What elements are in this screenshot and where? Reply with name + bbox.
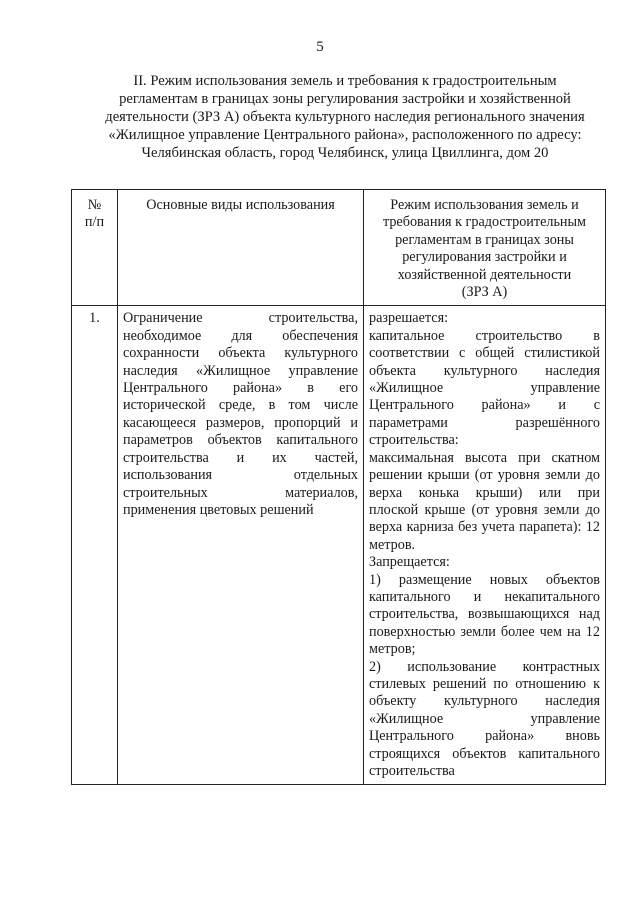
uses-text: Ограничение строительства, необходимое для обеспечения сохранности объекта культурного наследия «Жилищное управление Центрального района» в его исторической среде, в том числе касающееся размеров, пропорций и параметров объектов капитального строительства и их частей, использования отдельных строительных материалов, применения цветовых решений [123,310,358,518]
header-regime-line: требования к градостроительным [382,214,587,231]
header-number [72,190,118,306]
header-regime-line: (ЗРЗ А) [461,284,508,301]
header-main-uses: Основные виды использования [118,190,364,306]
header-regime [364,190,606,306]
row-number: 1. [72,306,118,785]
header-regime-line: Режим использования земель и [390,197,579,213]
row-regime [364,306,606,785]
regime-paragraph: максимальная высота при скатном решении крыши (от уровня земли до верха конька крыши) или при плоской крыше (от уровня земли до верха карниза без учета парапета): 12 метров. [369,449,600,553]
regime-paragraph: разрешается: [369,310,449,327]
table-header-row [72,190,606,306]
regime-paragraph: 2) использование контрастных стилевых решений по отношению к объекту культурного наследия «Жилищное управление Центрального района» вновь строящихся объектов капитального строительства [369,658,600,779]
regime-paragraph: капитальное строительство в соответствии с общей стилистикой объекта культурного наследия «Жилищное управление Центрального района» и с параметрами разрешённого строительства: [369,327,600,449]
regime-paragraph: 1) размещение новых объектов капитального и некапитального строительства, возвышающихся над поверхностью земли более чем на 12 метров; [369,571,600,658]
page-number: 5 [316,39,324,55]
row-main-uses [118,306,364,785]
section-heading [95,72,595,162]
heading-line: регламентам в границах зоны регулирования застройки и хозяйственной [119,91,571,107]
header-number-line: п/п [84,214,105,231]
heading-line: деятельности (ЗРЗ А) объекта культурного наследия регионального значения [105,109,585,125]
regime-paragraph: Запрещается: [369,554,450,571]
table-row [72,306,606,785]
heading-line: «Жилищное управление Центрального района», расположенного по адресу: [108,127,582,143]
heading-line: II. Режим использования земель и требования к градостроительным [133,73,557,89]
heading-line: Челябинская область, город Челябинск, улица Цвиллинга, дом 20 [141,145,549,161]
header-regime-line: хозяйственной деятельности [397,266,572,283]
header-number-line: № [87,197,102,213]
regulations-table [71,189,606,785]
header-regime-line: регулирования застройки и [402,249,567,266]
header-regime-line: регламентам в границах зоны [395,231,574,248]
